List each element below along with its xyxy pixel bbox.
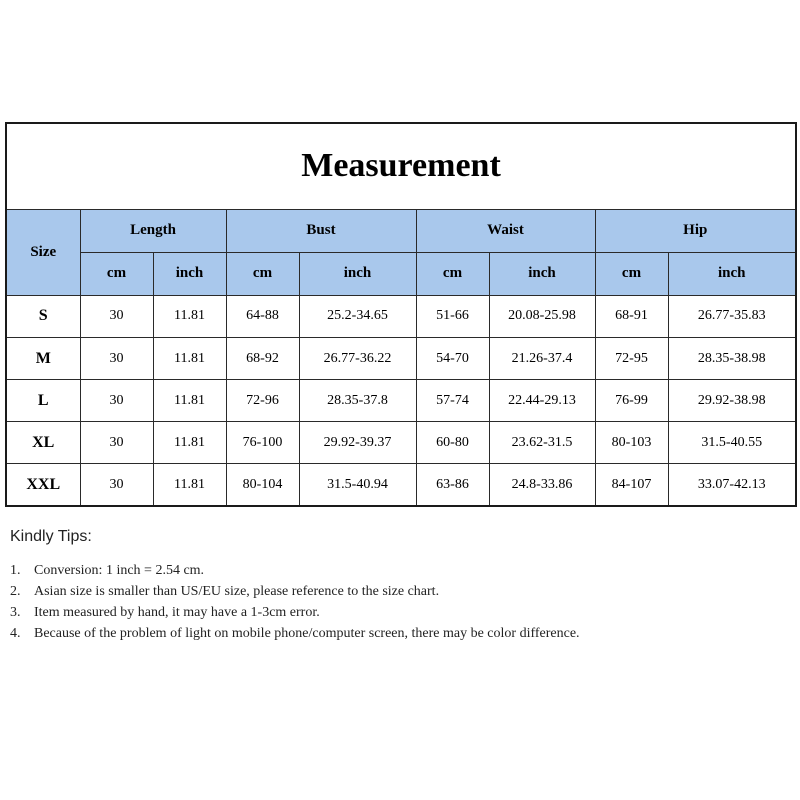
table-cell: 26.77-35.83: [668, 295, 796, 337]
group-header-row: [6, 209, 796, 252]
table-cell: 29.92-38.98: [668, 380, 796, 422]
size-label: XL: [6, 422, 80, 464]
table-cell: 20.08-25.98: [489, 295, 595, 337]
table-cell: 23.62-31.5: [489, 422, 595, 464]
waist-group-header: Waist: [416, 209, 595, 252]
table-cell: 76-99: [595, 380, 668, 422]
table-cell: 33.07-42.13: [668, 464, 796, 506]
table-cell: 25.2-34.65: [299, 295, 416, 337]
table-cell: 84-107: [595, 464, 668, 506]
table-cell: 57-74: [416, 380, 489, 422]
tip-number: 2.: [10, 584, 21, 599]
table-cell: 28.35-37.8: [299, 380, 416, 422]
size-column-header: Size: [6, 209, 80, 295]
bust-group-header: Bust: [226, 209, 416, 252]
length-group-header: Length: [80, 209, 226, 252]
table-cell: 11.81: [153, 338, 226, 380]
size-label: S: [6, 295, 80, 337]
table-cell: 30: [80, 422, 153, 464]
table-cell: 28.35-38.98: [668, 338, 796, 380]
size-label: XXL: [6, 464, 80, 506]
table-cell: 11.81: [153, 380, 226, 422]
table-cell: 72-96: [226, 380, 299, 422]
unit-header-row: [6, 252, 796, 295]
unit-header: cm: [80, 252, 153, 295]
tip-item: [10, 581, 650, 602]
table-cell: 30: [80, 295, 153, 337]
unit-header: cm: [226, 252, 299, 295]
tip-item: [10, 602, 650, 623]
table-cell: 24.8-33.86: [489, 464, 595, 506]
unit-header: inch: [153, 252, 226, 295]
tip-text: Conversion: 1 inch = 2.54 cm.: [34, 563, 205, 578]
size-label: L: [6, 380, 80, 422]
table-cell: 63-86: [416, 464, 489, 506]
unit-header: inch: [489, 252, 595, 295]
tip-item: [10, 560, 650, 581]
hip-group-header: Hip: [595, 209, 796, 252]
table-cell: 31.5-40.94: [299, 464, 416, 506]
table-cell: 26.77-36.22: [299, 338, 416, 380]
table-cell: 72-95: [595, 338, 668, 380]
tip-number: 4.: [10, 626, 21, 641]
table-cell: 80-103: [595, 422, 668, 464]
table-row: [6, 464, 796, 506]
tip-text: Item measured by hand, it may have a 1-3cm error.: [34, 605, 320, 620]
size-label: M: [6, 338, 80, 380]
tip-number: 3.: [10, 605, 21, 620]
table-cell: 51-66: [416, 295, 489, 337]
tips-list: [10, 560, 650, 644]
table-cell: 11.81: [153, 422, 226, 464]
table-cell: 68-91: [595, 295, 668, 337]
unit-header: inch: [299, 252, 416, 295]
table-cell: 11.81: [153, 295, 226, 337]
table-cell: 54-70: [416, 338, 489, 380]
table-cell: 11.81: [153, 464, 226, 506]
table-cell: 30: [80, 380, 153, 422]
table-cell: 29.92-39.37: [299, 422, 416, 464]
tip-number: 1.: [10, 563, 21, 578]
table-cell: 31.5-40.55: [668, 422, 796, 464]
chart-title: Measurement: [6, 123, 796, 209]
table-cell: 64-88: [226, 295, 299, 337]
table-cell: 68-92: [226, 338, 299, 380]
table-cell: 30: [80, 464, 153, 506]
unit-header: inch: [668, 252, 796, 295]
tip-text: Because of the problem of light on mobile phone/computer screen, there may be color difference.: [34, 626, 580, 641]
table-cell: 21.26-37.4: [489, 338, 595, 380]
tip-text: Asian size is smaller than US/EU size, please reference to the size chart.: [34, 584, 440, 599]
size-chart-table: [5, 122, 797, 507]
table-cell: 76-100: [226, 422, 299, 464]
table-cell: 60-80: [416, 422, 489, 464]
table-cell: 80-104: [226, 464, 299, 506]
table-row: [6, 295, 796, 337]
kindly-tips: [10, 528, 650, 644]
table-row: [6, 380, 796, 422]
tips-title: Kindly Tips:: [10, 528, 92, 545]
table-cell: 22.44-29.13: [489, 380, 595, 422]
unit-header: cm: [416, 252, 489, 295]
table-cell: 30: [80, 338, 153, 380]
table-row: [6, 422, 796, 464]
tip-item: [10, 623, 650, 644]
table-row: [6, 338, 796, 380]
unit-header: cm: [595, 252, 668, 295]
